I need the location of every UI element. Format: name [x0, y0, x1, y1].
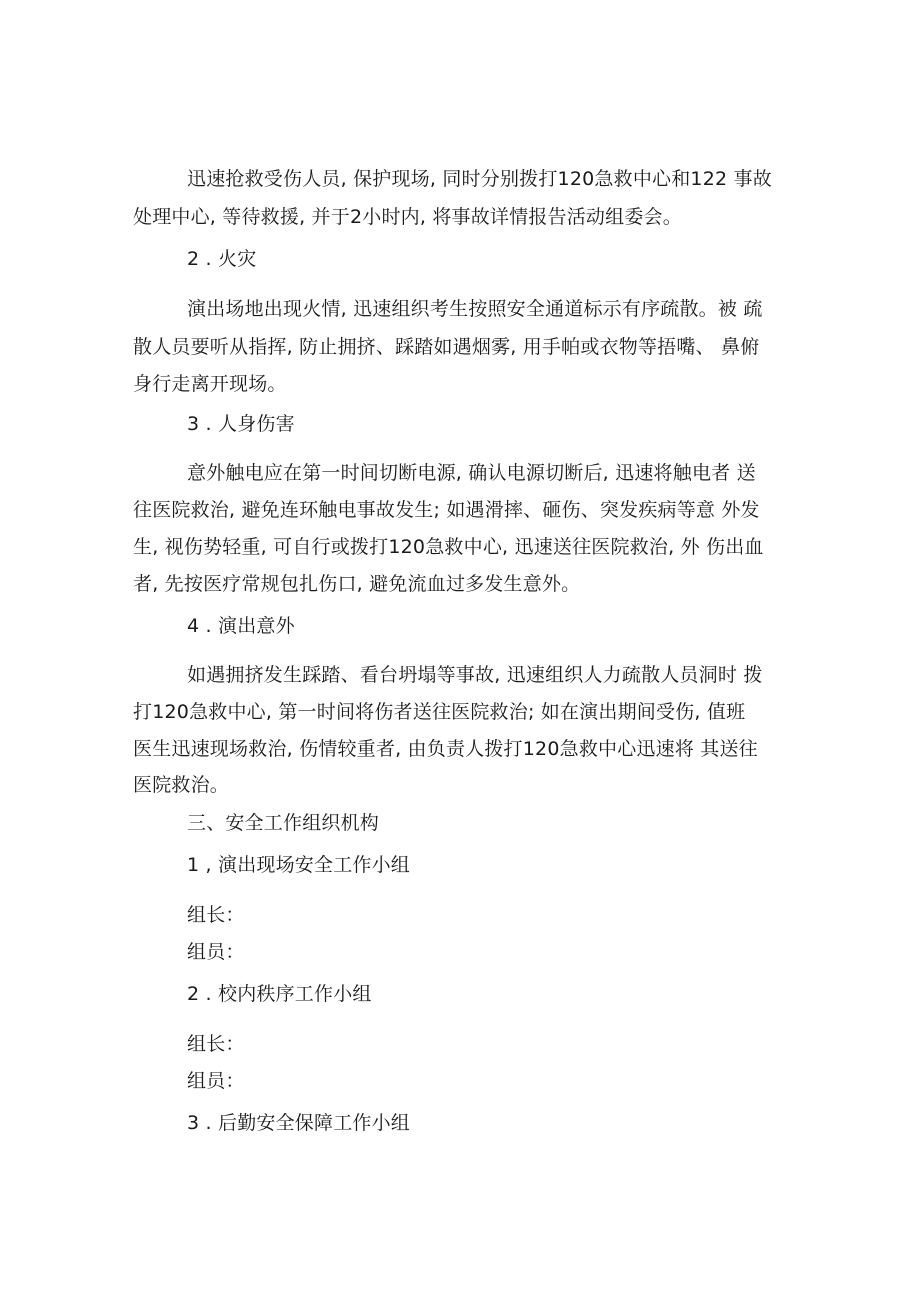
- paragraph-fire-line-1: 演出场地出现火情, 迅速组织考生按照安全通道标示有序疏散。被 疏: [187, 298, 763, 320]
- paragraph-injury-rescue-line-1: 迅速抢救受伤人员, 保护现场, 同时分别拨打120急救中心和122 事故: [187, 168, 772, 190]
- group-2-leader: 组长：: [187, 1033, 245, 1055]
- paragraph-performance-accident-line-3: 医生迅速现场救治, 伤情较重者, 由负责人拨打120急救中心迅速将 其送往: [133, 738, 758, 760]
- group-2-members: 组员：: [187, 1070, 245, 1092]
- group-2-title: 2 . 校内秩序工作小组: [187, 983, 372, 1005]
- paragraph-personal-injury-line-2: 往医院救治, 避免连环触电事故发生; 如遇滑摔、砸伤、突发疾病等意 外发: [133, 499, 760, 521]
- paragraph-performance-accident-line-2: 打120急救中心, 第一时间将伤者送往医院救治; 如在演出期间受伤, 值班: [133, 701, 746, 723]
- group-3-title: 3 . 后勤安全保障工作小组: [187, 1112, 411, 1134]
- section-heading-organization: 三、安全工作组织机构: [187, 812, 380, 834]
- group-1-members: 组员：: [187, 941, 245, 963]
- group-1-title: 1 , 演出现场安全工作小组: [187, 854, 411, 876]
- heading-personal-injury: 3 . 人身伤害: [187, 413, 295, 435]
- group-1-leader: 组长：: [187, 904, 245, 926]
- paragraph-injury-rescue-line-2: 处理中心, 等待救援, 并于2小时内, 将事故详情报告活动组委会。: [133, 206, 682, 228]
- heading-fire: 2 . 火灾: [187, 248, 257, 270]
- paragraph-personal-injury-line-1: 意外触电应在第一时间切断电源, 确认电源切断后, 迅速将触电者 送: [187, 462, 756, 484]
- paragraph-fire-line-3: 身行走离开现场。: [133, 373, 287, 395]
- paragraph-fire-line-2: 散人员要听从指挥, 防止拥挤、踩踏如遇烟雾, 用手帕或衣物等捂嘴、 鼻俯: [133, 336, 760, 358]
- paragraph-performance-accident-line-4: 医院救治。: [133, 774, 230, 796]
- paragraph-personal-injury-line-4: 者, 先按医疗常规包扎伤口, 避免流血过多发生意外。: [133, 573, 581, 595]
- paragraph-performance-accident-line-1: 如遇拥挤发生踩踏、看台坍塌等事故, 迅速组织人力疏散人员洞时 拨: [187, 664, 763, 686]
- heading-performance-accident: 4 . 演出意外: [187, 615, 295, 637]
- paragraph-personal-injury-line-3: 生, 视伤势轻重, 可自行或拨打120急救中心, 迅速送往医院救治, 外 伤出血: [133, 536, 764, 558]
